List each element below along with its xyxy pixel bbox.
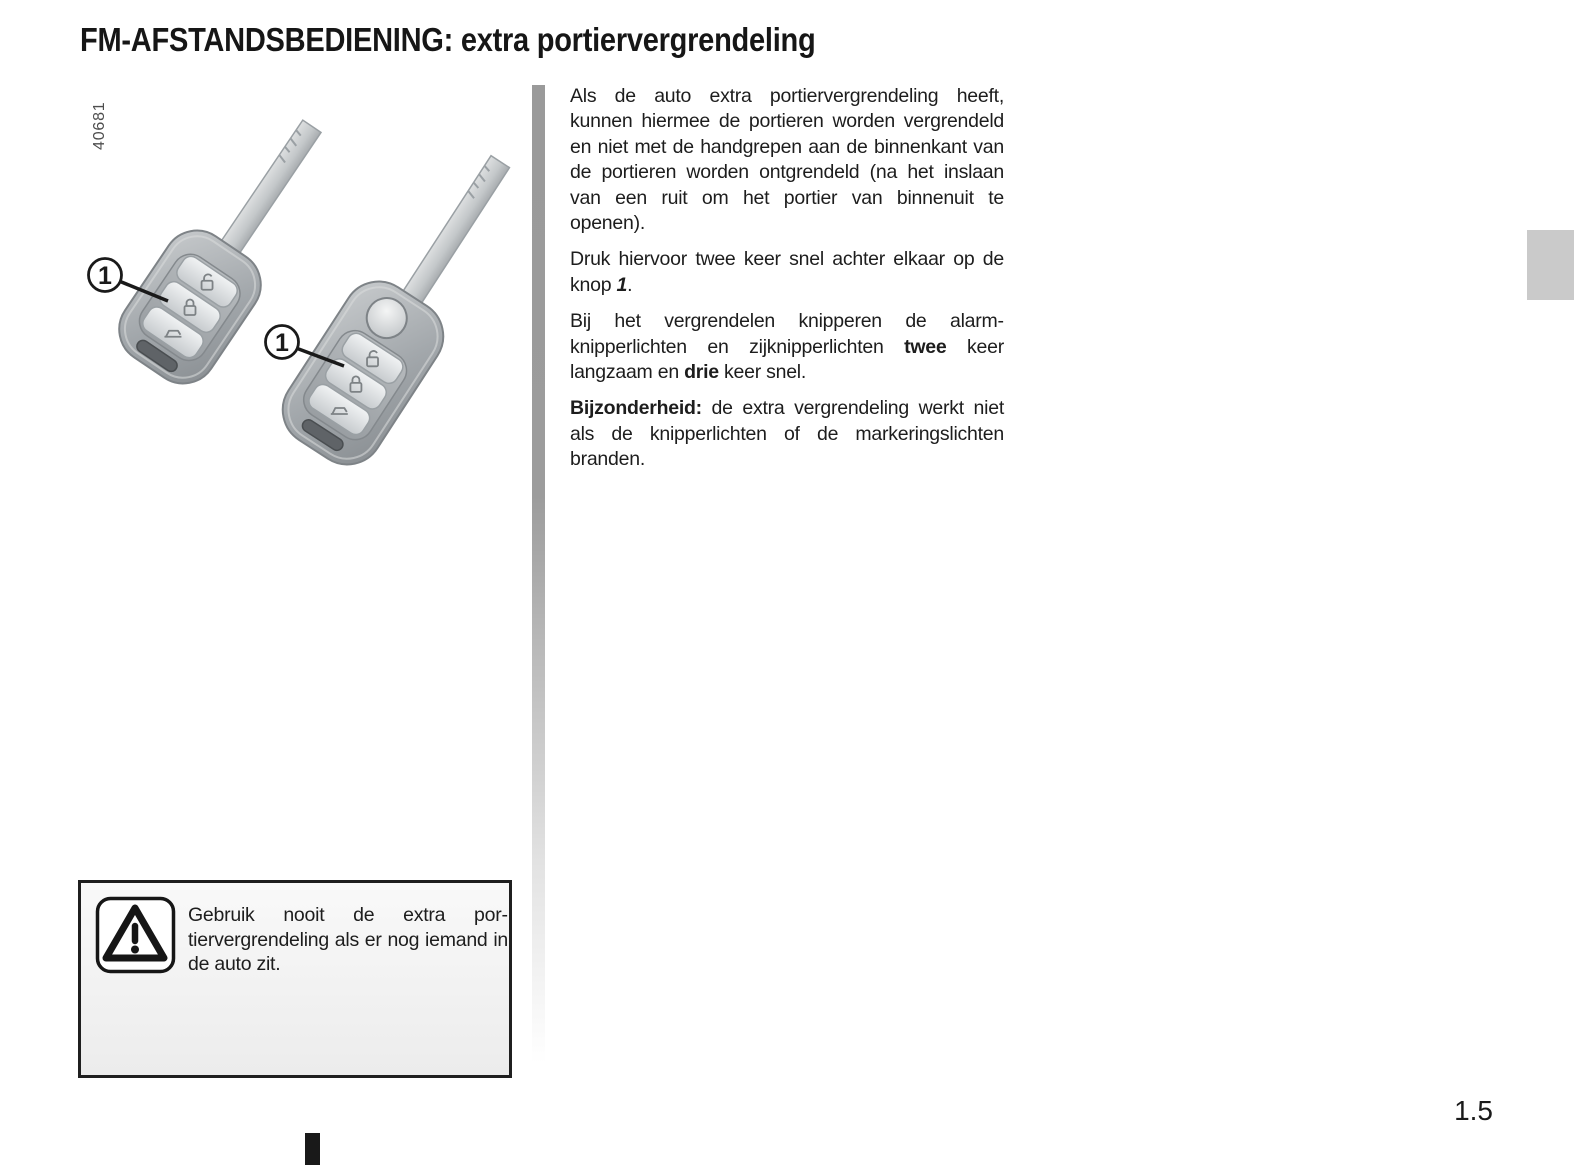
section-divider-bar xyxy=(532,85,545,1063)
key-blade xyxy=(218,120,321,258)
paragraph: Bij het vergrendelen knipperen de alarmknipperlichten en zijknipperlichten twee keer langzaam en drie keer snel. xyxy=(570,310,1004,384)
print-marker xyxy=(305,1133,320,1165)
flip-key xyxy=(269,133,525,478)
paragraph: Als de auto extra portiervergrendeling heeft, kunnen hiermee de portieren worden vergrendeld en niet met de handgrepen aan de binnenkant van de portieren worden ontgrendeld (na het inslaan van een ruit om het portier van binnenuit te openen). xyxy=(570,85,1004,235)
page-title: FM-AFSTANDSBEDIENING: extra portiervergrendeling xyxy=(80,21,816,58)
paragraph: Druk hiervoor twee keer snel achter elkaar op de knop 1. xyxy=(570,248,1004,296)
key-blade xyxy=(400,156,510,309)
paragraph: Bijzonderheid: de extra vergrendeling werkt niet als de knipperlichten of de markeringslichten branden. xyxy=(570,397,1004,471)
warning-triangle-icon xyxy=(95,896,177,976)
section-tab-marker xyxy=(1527,230,1574,300)
callout-2-label: 1 xyxy=(275,329,289,357)
callout-1-label: 1 xyxy=(98,262,112,290)
page-number: 1.5 xyxy=(1454,1095,1493,1126)
warning-text: Gebruik nooit de extra portiervergrendeling als er nog iemand in de auto zit. xyxy=(188,904,508,976)
body-text-column xyxy=(570,84,1004,484)
figure-id-label: 40681 xyxy=(91,101,108,150)
key-fob-illustration xyxy=(75,85,525,505)
warning-box xyxy=(78,880,512,1078)
